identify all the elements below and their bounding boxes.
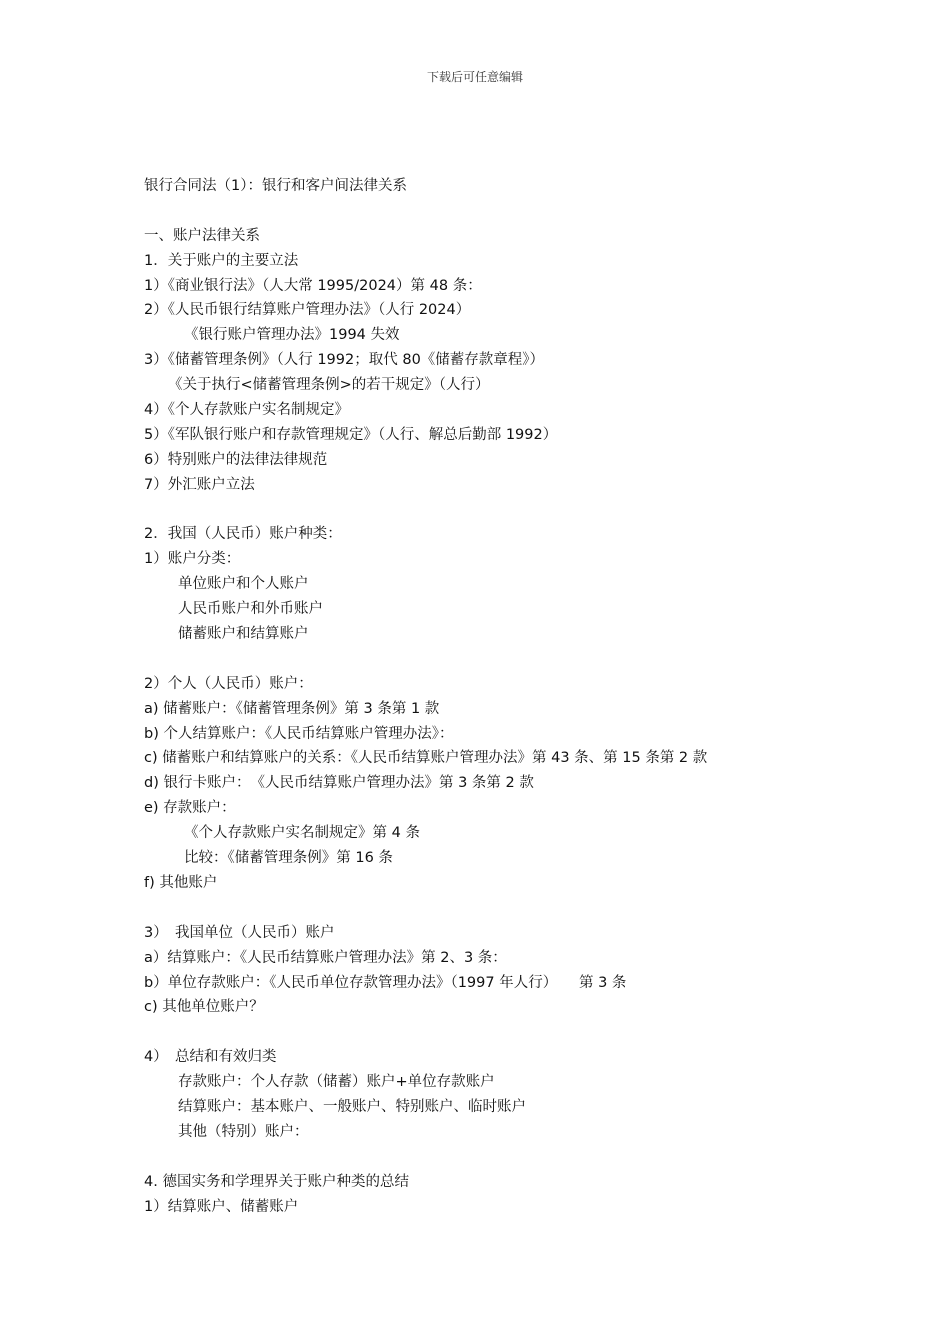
text-line: c) 储蓄账户和结算账户的关系：《人民币结算账户管理办法》第 43 条、第 15 条第 2 款 (144, 750, 708, 767)
page-header: 下载后可任意编辑 (426, 70, 523, 84)
section-heading: 一、账户法律关系 (144, 227, 260, 244)
text-line: 其他（特别）账户： (178, 1123, 309, 1140)
text-line: b）单位存款账户：《人民币单位存款管理办法》（1997 年人行） 第 3 条 (144, 974, 627, 991)
text-line: 《银行账户管理办法》1994 失效 (184, 327, 400, 344)
text-line: 5）《军队银行账户和存款管理规定》（人行、解总后勤部 1992） (144, 426, 558, 443)
text-line: 比较：《储蓄管理条例》第 16 条 (184, 850, 393, 867)
document-title: 银行合同法（1）：银行和客户间法律关系 (144, 178, 407, 194)
text-line: 7）外汇账户立法 (144, 476, 255, 493)
text-line: d) 银行卡账户： 《人民币结算账户管理办法》第 3 条第 2 款 (144, 775, 534, 792)
text-line: 单位账户和个人账户 (178, 576, 309, 593)
blank-line (144, 1145, 904, 1170)
text-line: 6）特别账户的法律法律规范 (144, 451, 328, 468)
blank-line (144, 1020, 904, 1045)
text-line: 3）《储蓄管理条例》（人行 1992；取代 80《储蓄存款章程》） (144, 352, 545, 369)
text-line: a) 储蓄账户：《储蓄管理条例》第 3 条第 1 款 (144, 700, 440, 717)
text-line: 人民币账户和外币账户 (178, 601, 323, 618)
text-line: 2）个人（人民币）账户： (144, 675, 313, 692)
text-line: a）结算账户：《人民币结算账户管理办法》第 2、3 条： (144, 949, 507, 966)
text-line: 存款账户：个人存款（储蓄）账户+单位存款账户 (178, 1074, 495, 1091)
text-line: 1）账户分类： (144, 551, 241, 568)
text-line: f) 其他账户 (144, 874, 218, 891)
subsection-heading: 4. 德国实务和学理界关于账户种类的总结 (144, 1173, 409, 1190)
text-line: 《关于执行<储蓄管理条例>的若干规定》（人行） (168, 377, 490, 394)
subsection-heading: 3） 我国单位（人民币）账户 (144, 924, 335, 941)
text-line: 1）《商业银行法》（人大常 1995/2024）第 48 条： (144, 277, 482, 294)
text-line: 1）结算账户、储蓄账户 (144, 1198, 299, 1215)
text-line: 2）《人民币银行结算账户管理办法》（人行 2024） (144, 302, 471, 319)
subsection-heading: 1．关于账户的主要立法 (144, 252, 299, 269)
text-line: 《个人存款账户实名制规定》第 4 条 (184, 825, 420, 842)
text-line: e) 存款账户： (144, 800, 236, 817)
text-line: 储蓄账户和结算账户 (178, 626, 309, 643)
text-line: c) 其他单位账户？ (144, 999, 264, 1016)
text-line: 4）《个人存款账户实名制规定》 (144, 402, 349, 419)
blank-line (144, 199, 904, 224)
blank-line (144, 498, 904, 523)
blank-line (144, 896, 904, 921)
text-line: b) 个人结算账户：《人民币结算账户管理办法》： (144, 725, 454, 742)
subsection-heading: 4） 总结和有效归类 (144, 1049, 277, 1066)
subsection-heading: 2．我国（人民币）账户种类： (144, 526, 342, 543)
text-line: 结算账户：基本账户、一般账户、特别账户、临时账户 (178, 1098, 526, 1115)
blank-line (144, 647, 904, 672)
document-body (144, 174, 904, 1219)
